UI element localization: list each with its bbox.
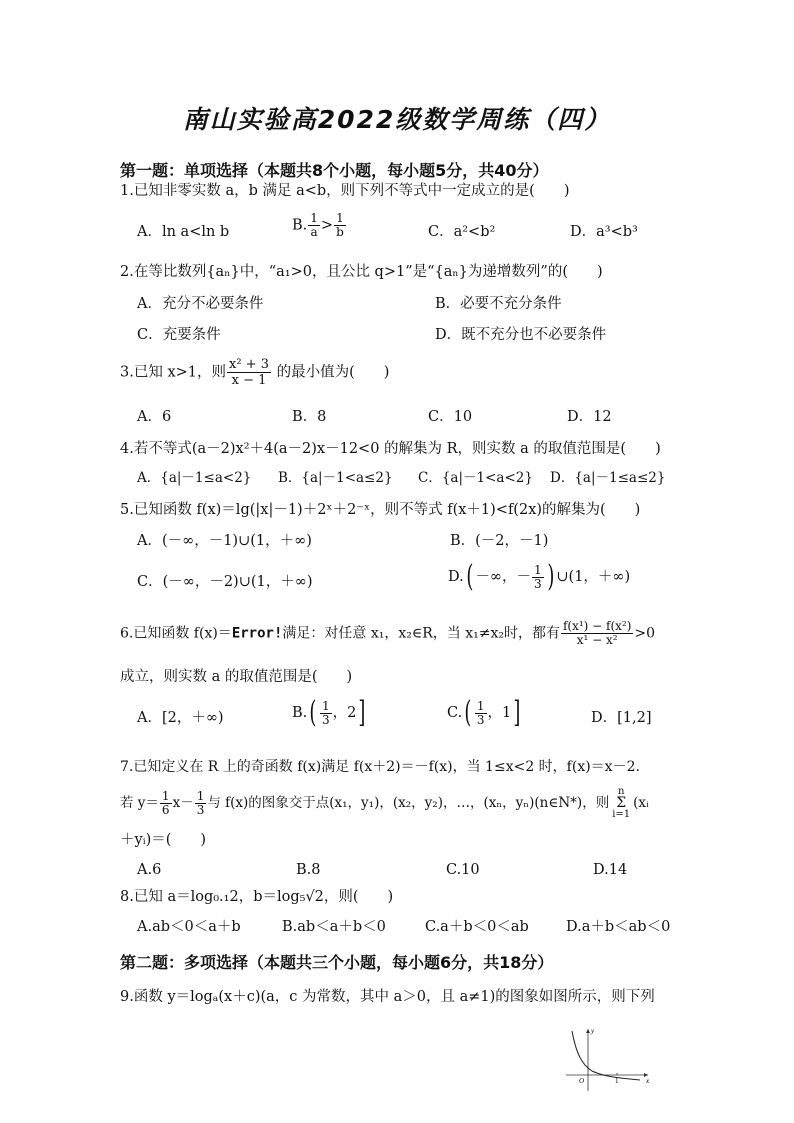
q7-option-a: A.6 (137, 862, 162, 878)
log-curve (572, 1031, 640, 1080)
q5-d-lparen: ( (466, 559, 474, 594)
q6-option-d: D．[1,2] (591, 710, 652, 726)
q1-option-d: D．a³<b³ (570, 224, 638, 240)
q1-stem: 1.已知非零实数 a，b 满足 a<b，则下列不等式中一定成立的是( ) (120, 183, 570, 199)
q6-pre: 6.已知函数 f(x)＝ (120, 625, 232, 642)
q5-option-b: B．(－2，－1) (450, 533, 549, 549)
q3-post: 的最小值为( ) (271, 364, 390, 381)
q6-num: f(x¹) − f(x²) (562, 619, 632, 633)
q3-option-a: A．6 (137, 409, 172, 425)
q7-mid2: 与 f(x)的图象交于点(x₁，y₁)，(x₂，y₂)，…，(xₙ，yₙ)(n∈N*)，则 (207, 795, 610, 811)
q1-option-b (292, 212, 347, 239)
q6-post: >0 (634, 625, 656, 642)
q6-c-rbracket: ] (513, 695, 521, 730)
section2-heading: 第二题：多项选择（本题共三个小题，每小题6分，共18分） (120, 953, 554, 972)
q2-option-c: C．充要条件 (137, 327, 221, 343)
q7-sum-top: n (617, 786, 625, 797)
q5-d-right: ∪(1，＋∞) (556, 569, 631, 585)
q7-frac-13 (195, 790, 207, 817)
q4-option-d: D．{a|－1≤a≤2} (550, 470, 666, 486)
page-title: 南山实验高2022级数学周练（四） (182, 105, 612, 134)
origin-label: O (579, 1077, 585, 1085)
q2-stem: 2.在等比数列{aₙ}中，“a₁>0，且公比 q>1”是“{aₙ}为递增数列”的( ) (120, 264, 603, 280)
q7-mid1: x－ (172, 795, 194, 811)
q5-option-a: A．(－∞，－1)∪(1，＋∞) (137, 533, 312, 549)
q4-stem: 4.若不等式(a－2)x²＋4(a－2)x－12<0 的解集为 R，则实数 a 的取值范围是( ) (120, 441, 661, 457)
y-axis-arrow (586, 1029, 590, 1033)
q2-option-a: A．充分不必要条件 (137, 296, 264, 312)
q5-d-prefix: D. (448, 569, 464, 585)
q7-option-b: B.8 (296, 862, 321, 878)
q3-num: x² + 3 (229, 357, 269, 372)
q6-stem (120, 620, 655, 647)
q5-d-rparen: ) (547, 559, 555, 594)
q7-frac-16 (160, 790, 172, 817)
frac-den: 3 (476, 712, 485, 727)
q9-stem: 9.函数 y＝logₐ(x＋c)(a，c 为常数，其中 a＞0，且 a≠1)的图象如图所示，则下列 (120, 989, 655, 1005)
q6-option-b (292, 695, 368, 730)
q7-line1: 7.已知定义在 R 上的奇函数 f(x)满足 f(x＋2)＝－f(x)，当 1≤x<2 时，f(x)＝x－2. (120, 759, 640, 775)
frac-num: 1 (534, 562, 542, 577)
q6-den: x¹ − x² (576, 633, 618, 647)
frac-num: 1 (476, 698, 485, 713)
q5-stem: 5.已知函数 f(x)＝lg(|x|－1)＋2ˣ＋2⁻ˣ，则不等式 f(x＋1)<f(2x)的解集为( ) (120, 502, 641, 518)
q6-b-lparen: ( (309, 695, 317, 730)
q3-option-c: C．10 (428, 409, 473, 425)
q8-option-c: C.a＋b＜0＜ab (425, 919, 529, 935)
q3-stem (120, 357, 389, 388)
q6-mid: 满足：对任意 x₁，x₂∈R，当 x₁≠x₂时，都有 (282, 625, 560, 642)
q7-option-d: D.14 (593, 862, 628, 878)
q5-option-c: C．(－∞，－2)∪(1，＋∞) (137, 574, 313, 590)
q4-option-a: A．{a|－1≤a<2} (137, 470, 252, 486)
x-label: x (646, 1077, 650, 1085)
frac-num: 1 (161, 789, 170, 803)
y-label: y (591, 1027, 595, 1035)
q3-den: x − 1 (231, 373, 267, 388)
q1-b-rel: > (320, 217, 334, 234)
section1-heading: 第一题：单项选择（本题共8个小题，每小题5分，共40分） (120, 161, 549, 180)
q7-option-c: C.10 (446, 862, 480, 878)
q3-option-b: B．8 (292, 409, 327, 425)
q1-b-prefix: B. (292, 217, 308, 234)
q8-option-d: D.a＋b＜ab＜0 (566, 919, 671, 935)
frac-den: 3 (321, 712, 330, 727)
q5-d-left: －∞，－ (475, 569, 532, 585)
q7-post: (xᵢ (633, 795, 649, 811)
q6-c-frac (475, 700, 487, 727)
q7-pre: 若 y＝ (120, 795, 159, 811)
q6-b-rbracket: ] (358, 695, 366, 730)
q1-frac-1a (308, 212, 320, 239)
q8-stem: 8.已知 a＝log₀.₁2，b＝log₅√2，则( ) (120, 889, 394, 905)
q5-option-d (448, 559, 631, 594)
q7-sum-bot: i=1 (612, 809, 631, 820)
frac-den: 6 (161, 803, 170, 817)
q7-sum (610, 787, 632, 820)
q6-b-frac (320, 700, 332, 727)
q8-option-a: A.ab＜0＜a＋b (137, 919, 241, 935)
q6-b-prefix: B. (292, 705, 308, 721)
frac-num: 1 (334, 212, 346, 226)
q6-option-c (447, 695, 523, 730)
frac-den: 3 (196, 803, 205, 817)
frac-den: a (310, 225, 318, 239)
q3-fraction (227, 357, 271, 388)
q6-line2: 成立，则实数 a 的取值范围是( ) (120, 669, 353, 685)
q3-pre: 3.已知 x>1，则 (120, 364, 226, 381)
q6-option-a: A．[2，＋∞) (137, 710, 224, 726)
q7-line2 (120, 787, 649, 820)
q6-c-right: ，1 (487, 705, 512, 721)
frac-num: 1 (321, 698, 330, 713)
q8-option-b: B.ab＜a＋b＜0 (282, 919, 386, 935)
q7-sum-sym: Σ (616, 795, 627, 811)
tick-1-label: 1 (615, 1077, 619, 1085)
frac-num: 1 (196, 789, 205, 803)
q6-c-prefix: C. (447, 705, 463, 721)
q2-option-b: B．必要不充分条件 (435, 296, 562, 312)
q2-option-d: D．既不充分也不必要条件 (435, 327, 607, 343)
q6-b-right: ，2 (332, 705, 357, 721)
q5-d-frac (532, 564, 544, 591)
frac-den: 3 (534, 576, 542, 591)
q7-line3: ＋yᵢ)＝( ) (120, 832, 207, 848)
q4-option-b: B．{a|－1<a≤2} (278, 470, 393, 486)
q1-frac-1b (334, 212, 346, 239)
q4-option-c: C．{a|－1<a<2} (418, 470, 533, 486)
q6-c-lparen: ( (464, 695, 472, 730)
q1-option-c: C．a²<b² (428, 224, 496, 240)
frac-num: 1 (310, 211, 318, 225)
frac-den: b (336, 225, 344, 239)
q6-error: Error! (231, 625, 283, 642)
q6-fraction (561, 620, 633, 647)
q9-graph (562, 1025, 654, 1093)
q3-option-d: D．12 (567, 409, 612, 425)
q1-option-a: A．ln a<ln b (137, 224, 230, 240)
